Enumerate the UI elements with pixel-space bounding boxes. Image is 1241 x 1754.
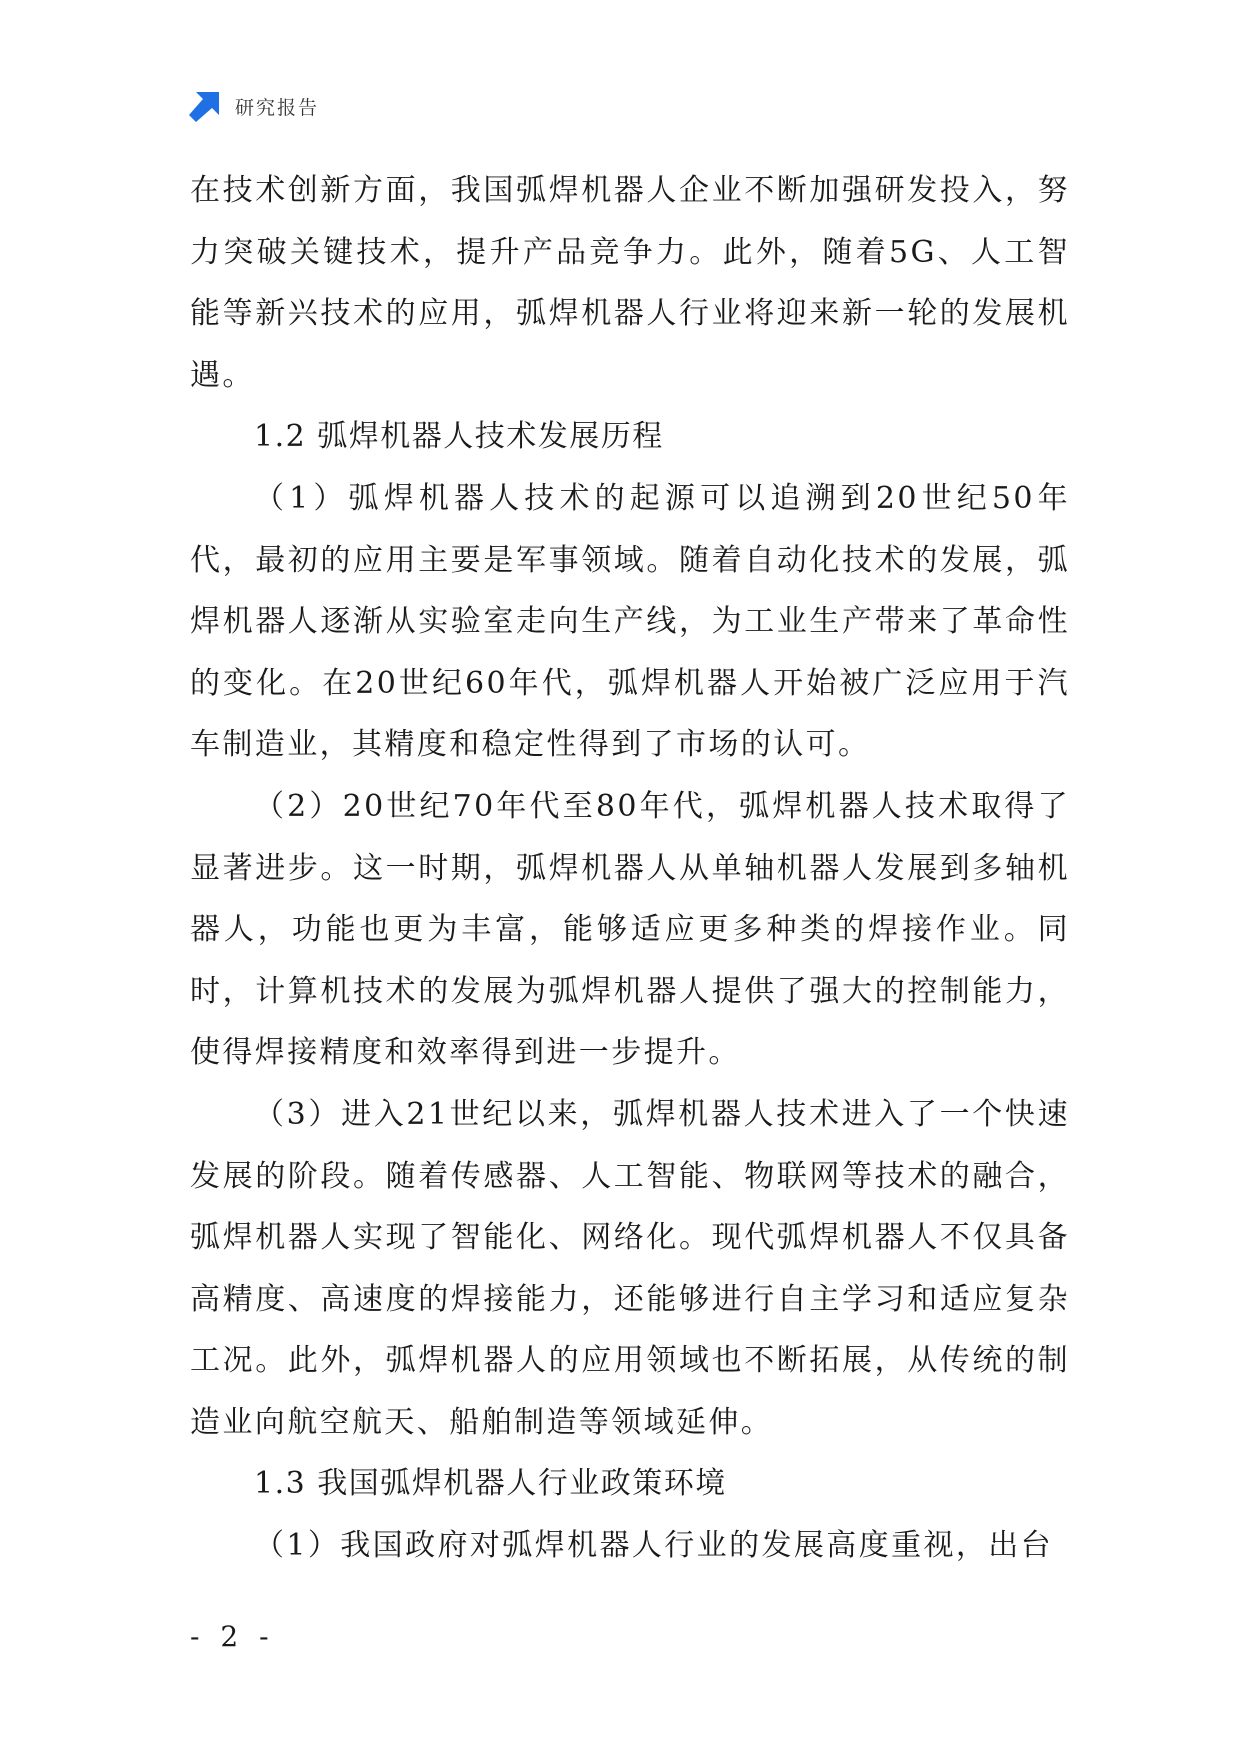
body-paragraph: 在技术创新方面，我国弧焊机器人企业不断加强研发投入，努力突破关键技术，提升产品竞争力。此外，随着5G、人工智能等新兴技术的应用，弧焊机器人行业将迎来新一轮的发展机遇。 bbox=[190, 173, 1070, 393]
arrow-up-right-icon bbox=[189, 90, 221, 122]
body-paragraph: （3）进入21世纪以来，弧焊机器人技术进入了一个快速发展的阶段。随着传感器、人工智能、物联网等技术的融合，弧焊机器人实现了智能化、网络化。现代弧焊机器人不仅具备高精度、高速度的焊接能力，还能够进行自主学习和适应复杂工况。此外，弧焊机器人的应用领域也不断拓展，从传统的制造业向航空航天、船舶制造等领域延伸。 bbox=[190, 1096, 1070, 1440]
body-paragraph: （1）弧焊机器人技术的起源可以追溯到20世纪50年代，最初的应用主要是军事领域。随着自动化技术的发展，弧焊机器人逐渐从实验室走向生产线，为工业生产带来了革命性的变化。在20世纪60年代，弧焊机器人开始被广泛应用于汽车制造业，其精度和稳定性得到了市场的认可。 bbox=[190, 480, 1070, 763]
section-heading: 1.3 我国弧焊机器人行业政策环境 bbox=[254, 1466, 727, 1502]
body-paragraph: （1）我国政府对弧焊机器人行业的发展高度重视，出台 bbox=[254, 1528, 1054, 1564]
section-heading: 1.2 弧焊机器人技术发展历程 bbox=[254, 419, 664, 455]
body-paragraph: （2）20世纪70年代至80年代，弧焊机器人技术取得了显著进步。这一时期，弧焊机器人从单轴机器人发展到多轴机器人，功能也更为丰富，能够适应更多种类的焊接作业。同时，计算机技术的发展为弧焊机器人提供了强大的控制能力，使得焊接精度和效率得到进一步提升。 bbox=[190, 788, 1070, 1071]
page-number: - 2 - bbox=[190, 1620, 275, 1653]
report-header bbox=[189, 90, 319, 122]
header-title: 研究报告 bbox=[235, 96, 320, 119]
document-body bbox=[190, 160, 1070, 1577]
